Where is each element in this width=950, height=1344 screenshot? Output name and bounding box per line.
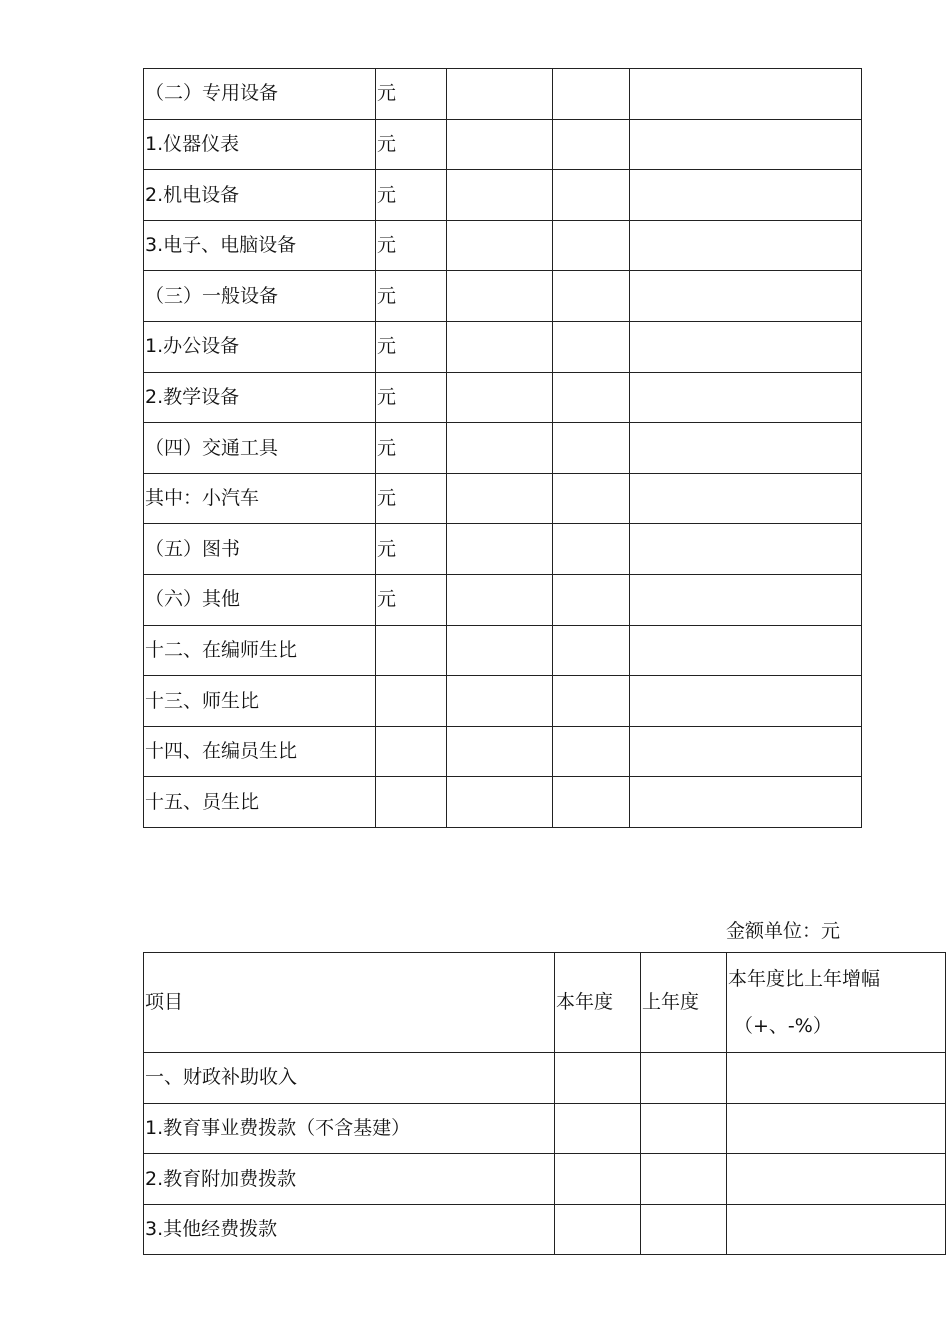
- row-unit: 元: [376, 119, 447, 170]
- empty-cell: [553, 423, 630, 474]
- row-unit: [376, 726, 447, 777]
- table-row: [144, 1053, 946, 1104]
- empty-cell: [447, 676, 553, 727]
- empty-cell: [630, 119, 862, 170]
- empty-cell: [630, 372, 862, 423]
- empty-cell: [447, 574, 553, 625]
- table-row: [144, 220, 862, 271]
- empty-cell: [447, 321, 553, 372]
- empty-cell: [727, 1053, 946, 1104]
- table-row: [144, 473, 862, 524]
- row-label: 其中：小汽车: [144, 473, 376, 524]
- row-unit: [376, 625, 447, 676]
- empty-cell: [555, 1204, 641, 1255]
- row-unit: 元: [376, 220, 447, 271]
- row-unit: 元: [376, 372, 447, 423]
- empty-cell: [553, 777, 630, 828]
- table-row: [144, 1154, 946, 1205]
- empty-cell: [447, 372, 553, 423]
- empty-cell: [630, 473, 862, 524]
- income-table-body: [144, 953, 946, 1255]
- empty-cell: [630, 423, 862, 474]
- table-row: [144, 1103, 946, 1154]
- row-label: 十四、在编员生比: [144, 726, 376, 777]
- empty-cell: [555, 1103, 641, 1154]
- row-unit: [376, 777, 447, 828]
- empty-cell: [553, 119, 630, 170]
- header-last-year: 上年度: [641, 953, 727, 1053]
- empty-cell: [555, 1154, 641, 1205]
- empty-cell: [553, 524, 630, 575]
- empty-cell: [447, 625, 553, 676]
- row-label: （四）交通工具: [144, 423, 376, 474]
- empty-cell: [553, 170, 630, 221]
- empty-cell: [553, 473, 630, 524]
- row-unit: 元: [376, 69, 447, 120]
- empty-cell: [447, 524, 553, 575]
- empty-cell: [630, 726, 862, 777]
- empty-cell: [553, 676, 630, 727]
- table-row: [144, 321, 862, 372]
- empty-cell: [553, 321, 630, 372]
- table-row: [144, 676, 862, 727]
- row-label: 十二、在编师生比: [144, 625, 376, 676]
- empty-cell: [630, 625, 862, 676]
- empty-cell: [447, 271, 553, 322]
- header-increase: [727, 953, 946, 1053]
- row-label: 1.办公设备: [144, 321, 376, 372]
- row-unit: 元: [376, 524, 447, 575]
- income-table-header-row: [144, 953, 946, 1053]
- table-row: [144, 423, 862, 474]
- header-increase-line2: （+、-%）: [734, 1014, 832, 1037]
- table-row: [144, 1204, 946, 1255]
- empty-cell: [553, 372, 630, 423]
- empty-cell: [447, 69, 553, 120]
- empty-cell: [447, 170, 553, 221]
- row-label: 2.教育附加费拨款: [144, 1154, 555, 1205]
- row-label: 3.电子、电脑设备: [144, 220, 376, 271]
- empty-cell: [630, 321, 862, 372]
- empty-cell: [447, 726, 553, 777]
- empty-cell: [447, 777, 553, 828]
- row-unit: 元: [376, 321, 447, 372]
- empty-cell: [630, 170, 862, 221]
- row-unit: 元: [376, 423, 447, 474]
- empty-cell: [630, 69, 862, 120]
- table-row: [144, 524, 862, 575]
- table-row: [144, 69, 862, 120]
- row-label: （五）图书: [144, 524, 376, 575]
- equipment-table-body: [144, 69, 862, 828]
- empty-cell: [641, 1154, 727, 1205]
- table-row: [144, 170, 862, 221]
- empty-cell: [630, 777, 862, 828]
- empty-cell: [447, 473, 553, 524]
- row-label: 2.机电设备: [144, 170, 376, 221]
- row-label: （三）一般设备: [144, 271, 376, 322]
- empty-cell: [447, 119, 553, 170]
- row-label: 一、财政补助收入: [144, 1053, 555, 1104]
- row-label: 1.仪器仪表: [144, 119, 376, 170]
- row-label: 1.教育事业费拨款（不含基建）: [144, 1103, 555, 1154]
- empty-cell: [553, 271, 630, 322]
- table-row: [144, 726, 862, 777]
- empty-cell: [630, 676, 862, 727]
- row-label: 十三、师生比: [144, 676, 376, 727]
- empty-cell: [727, 1204, 946, 1255]
- row-unit: 元: [376, 271, 447, 322]
- empty-cell: [641, 1204, 727, 1255]
- equipment-table: [143, 68, 862, 828]
- row-label: 十五、员生比: [144, 777, 376, 828]
- income-table: [143, 952, 946, 1255]
- row-unit: 元: [376, 170, 447, 221]
- empty-cell: [553, 69, 630, 120]
- header-item: 项目: [144, 953, 555, 1053]
- row-unit: [376, 676, 447, 727]
- empty-cell: [630, 574, 862, 625]
- empty-cell: [630, 271, 862, 322]
- empty-cell: [553, 625, 630, 676]
- header-this-year: 本年度: [555, 953, 641, 1053]
- row-unit: 元: [376, 574, 447, 625]
- empty-cell: [553, 574, 630, 625]
- amount-unit-label: 金额单位：元: [726, 920, 841, 942]
- row-label: （二）专用设备: [144, 69, 376, 120]
- row-label: 3.其他经费拨款: [144, 1204, 555, 1255]
- empty-cell: [553, 726, 630, 777]
- table-row: [144, 271, 862, 322]
- header-increase-line1: 本年度比上年增幅: [728, 967, 881, 990]
- row-label: 2.教学设备: [144, 372, 376, 423]
- empty-cell: [727, 1154, 946, 1205]
- table-row: [144, 777, 862, 828]
- empty-cell: [553, 220, 630, 271]
- row-unit: 元: [376, 473, 447, 524]
- table-row: [144, 574, 862, 625]
- empty-cell: [447, 423, 553, 474]
- empty-cell: [555, 1053, 641, 1104]
- empty-cell: [630, 524, 862, 575]
- empty-cell: [630, 220, 862, 271]
- row-label: （六）其他: [144, 574, 376, 625]
- table-row: [144, 372, 862, 423]
- empty-cell: [641, 1103, 727, 1154]
- table-row: [144, 119, 862, 170]
- empty-cell: [727, 1103, 946, 1154]
- empty-cell: [447, 220, 553, 271]
- table-row: [144, 625, 862, 676]
- empty-cell: [641, 1053, 727, 1104]
